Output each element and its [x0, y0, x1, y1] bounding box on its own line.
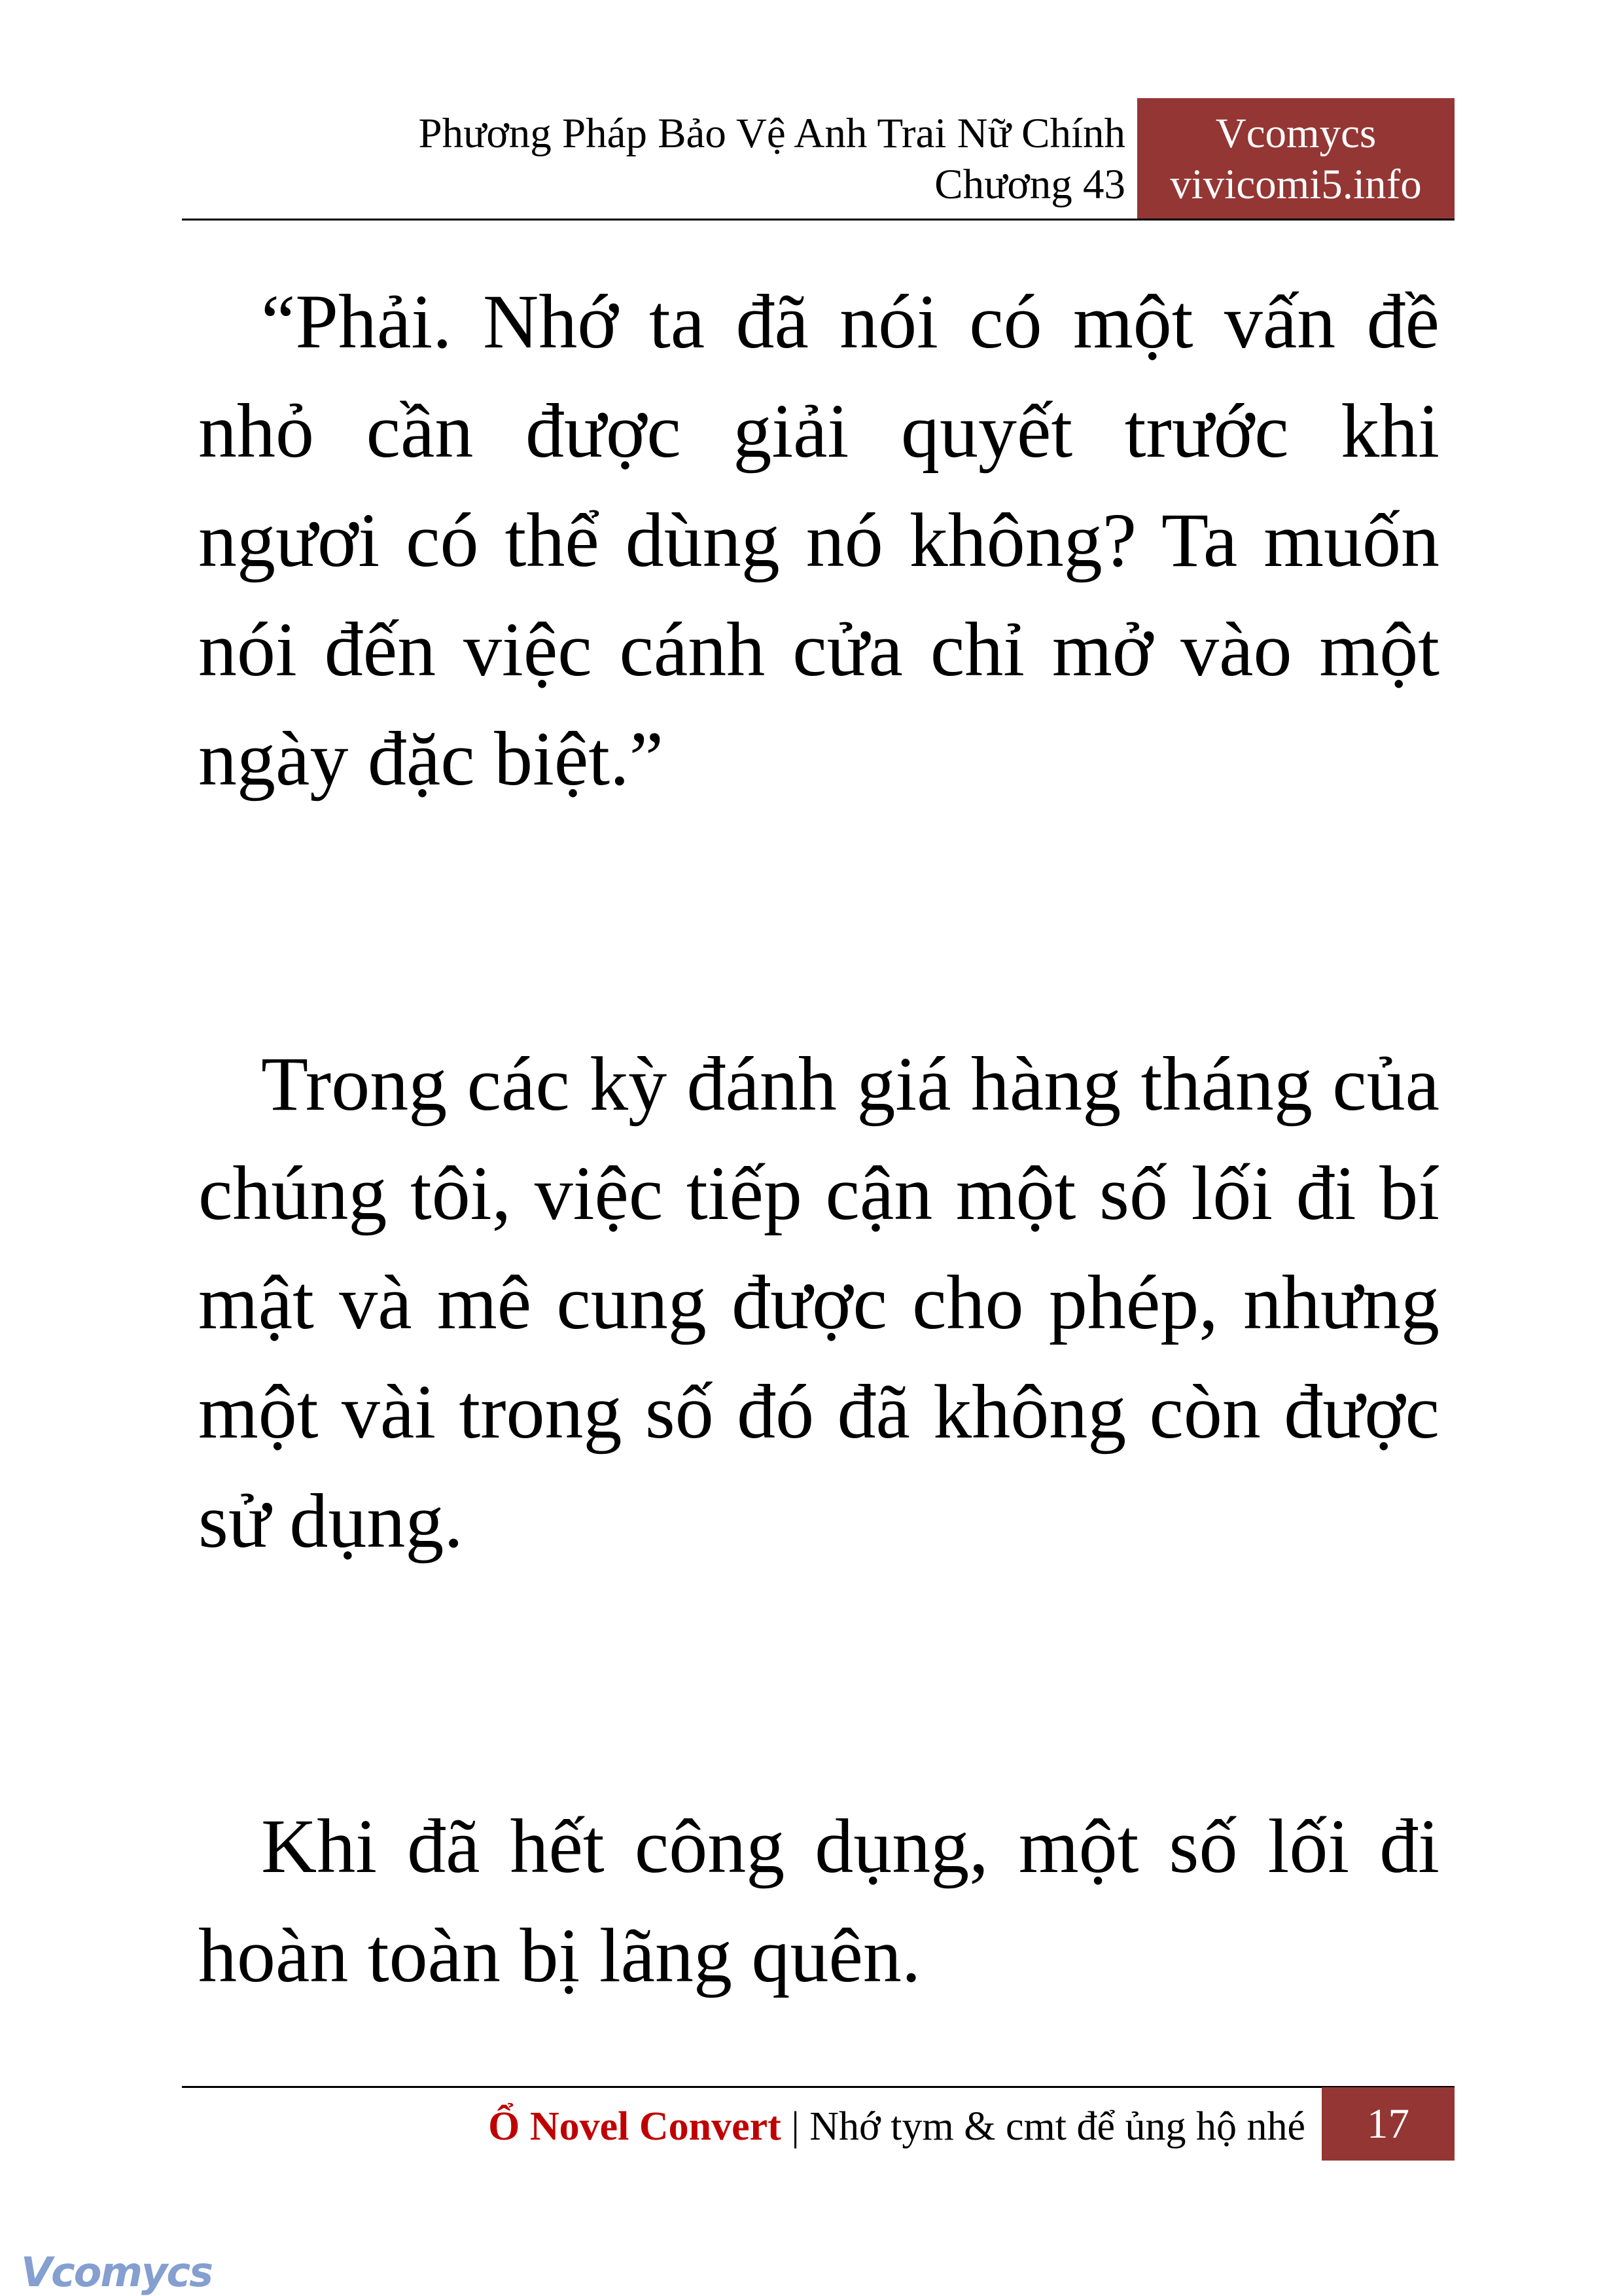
- header-divider: [182, 219, 1455, 221]
- site-badge: [1137, 98, 1455, 219]
- paragraph: Trong các kỳ đánh giá hàng tháng của chúng tôi, việc tiếp cận một số lối đi bí mật và mê cung được cho phép, nhưng một vài trong số đó đã không còn được sử dụng.: [198, 1041, 1439, 1564]
- page-footer: [275, 2100, 1305, 2153]
- book-title: Phương Pháp Bảo Vệ Anh Trai Nữ Chính: [418, 110, 1125, 157]
- footer-brand: Ổ Novel Convert: [488, 2104, 781, 2149]
- site-name: Vcomycs: [1215, 110, 1377, 157]
- page-number: 17: [1367, 2100, 1409, 2147]
- chapter-label: Chương 43: [934, 161, 1125, 208]
- paragraph: Khi đã hết công dụng, một số lối đi hoàn toàn bị lãng quên.: [198, 1803, 1439, 1998]
- page-number-badge: [1322, 2087, 1455, 2161]
- footer-separator: |: [791, 2104, 800, 2149]
- footer-note: Nhớ tym & cmt để ủng hộ nhé: [809, 2104, 1305, 2149]
- vcomycs-logo: Vcomycs: [21, 2248, 213, 2296]
- page-header: [275, 108, 1125, 210]
- site-url: vivicomi5.info: [1170, 161, 1422, 208]
- page-content: [198, 267, 1439, 2010]
- footer-divider: [182, 2086, 1455, 2088]
- paragraph: “Phải. Nhớ ta đã nói có một vấn đề nhỏ cần được giải quyết trước khi ngươi có thể dùng nó không? Ta muốn nói đến việc cánh cửa chỉ mở vào một ngày đặc biệt.”: [198, 279, 1439, 802]
